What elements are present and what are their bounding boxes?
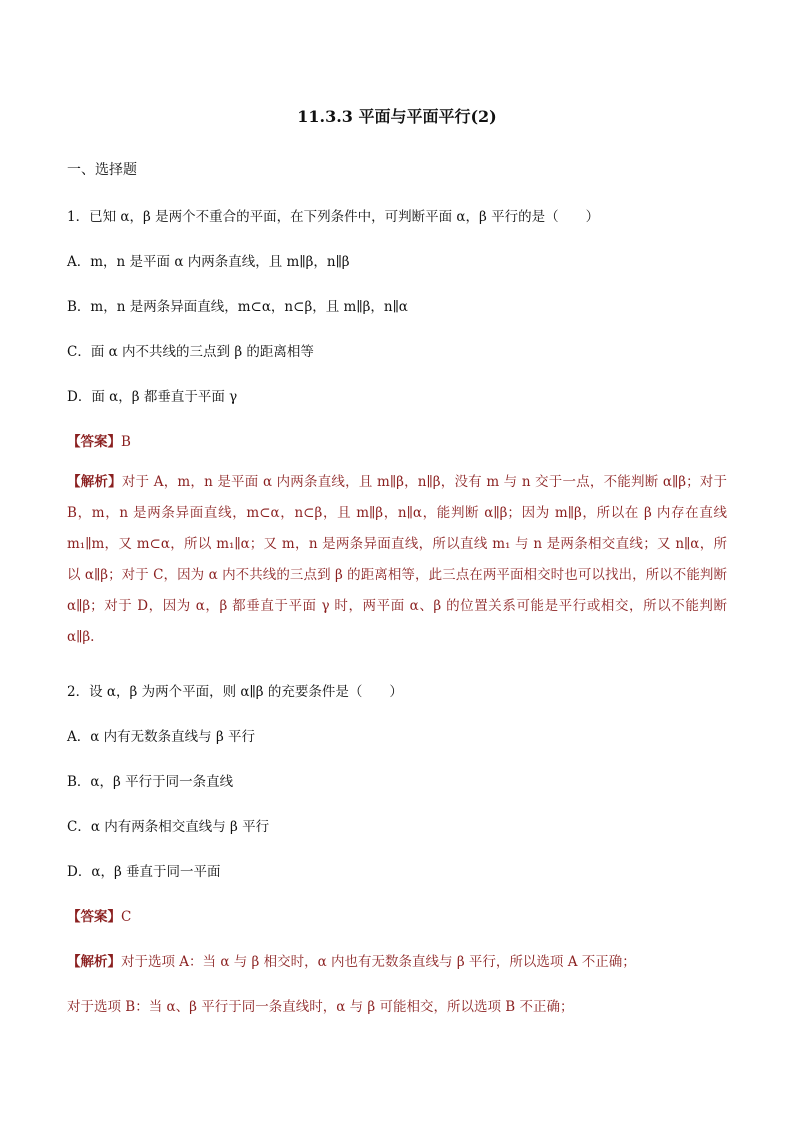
answer-value: C [121,909,132,925]
analysis-tag: 【解析】 [67,474,122,490]
answer-tag: 【答案】 [67,434,121,450]
analysis-text: 对于选项 A：当 α 与 β 相交时，α 内也有无数条直线与 β 平行，所以选项 A 不正确； [121,954,636,970]
question-1-answer [67,430,131,450]
analysis-tag: 【解析】 [67,954,121,970]
analysis-text: 对于 A，m，n 是平面 α 内两条直线，且 m∥β，n∥β，没有 m 与 n 交于一点，不能判断 α∥β；对于 B，m，n 是两条异面直线，m⊂α，n⊂β，且 m∥β，n∥α，能判断 α∥β；因为 m∥β，所以在 β 内存在直线 m₁∥m，又 m⊂α，所以 m₁∥α；又 m，n 是两条异面直线，所以直线 m₁ 与 n 是两条相交直线；又 n∥α，所以 α∥β；对于 C，因为 α 内不共线的三点到 β 的距离相等，此三点在两平面相交时也可以找出，所以不能判断 α∥β；对于 D，因为 α，β 都垂直于平面 γ 时，两平面 α、β 的位置关系可能是平行或相交，所以不能判断 α∥β. [67,474,727,645]
question-1-option-c: C．面 α 内不共线的三点到 β 的距离相等 [67,344,314,360]
question-2-option-c: C．α 内有两条相交直线与 β 平行 [67,819,270,835]
answer-tag: 【答案】 [67,909,121,925]
section-heading: 一、选择题 [67,162,137,178]
question-1-stem: 1．已知 α，β 是两个不重合的平面，在下列条件中，可判断平面 α，β 平行的是（ ） [67,209,600,225]
question-2-stem: 2．设 α，β 为两个平面，则 α∥β 的充要条件是（ ） [67,684,403,700]
question-1-option-a: A．m，n 是平面 α 内两条直线，且 m∥β，n∥β [67,254,350,270]
question-1-option-d: D．面 α，β 都垂直于平面 γ [67,389,238,405]
question-2-option-a: A．α 内有无数条直线与 β 平行 [67,729,256,745]
question-2-option-b: B．α，β 平行于同一条直线 [67,774,234,790]
question-2-answer [67,905,131,925]
page-title: 11.3.3 平面与平面平行(2) [297,107,497,126]
question-2-analysis-line-1 [67,950,636,970]
question-1-analysis [67,467,727,653]
answer-value: B [121,434,131,450]
question-2-option-d: D．α，β 垂直于同一平面 [67,864,221,880]
question-1-option-b: B．m，n 是两条异面直线，m⊂α，n⊂β，且 m∥β，n∥α [67,299,408,315]
question-2-analysis-line-2: 对于选项 B：当 α、β 平行于同一条直线时，α 与 β 可能相交，所以选项 B 不正确； [67,999,574,1015]
